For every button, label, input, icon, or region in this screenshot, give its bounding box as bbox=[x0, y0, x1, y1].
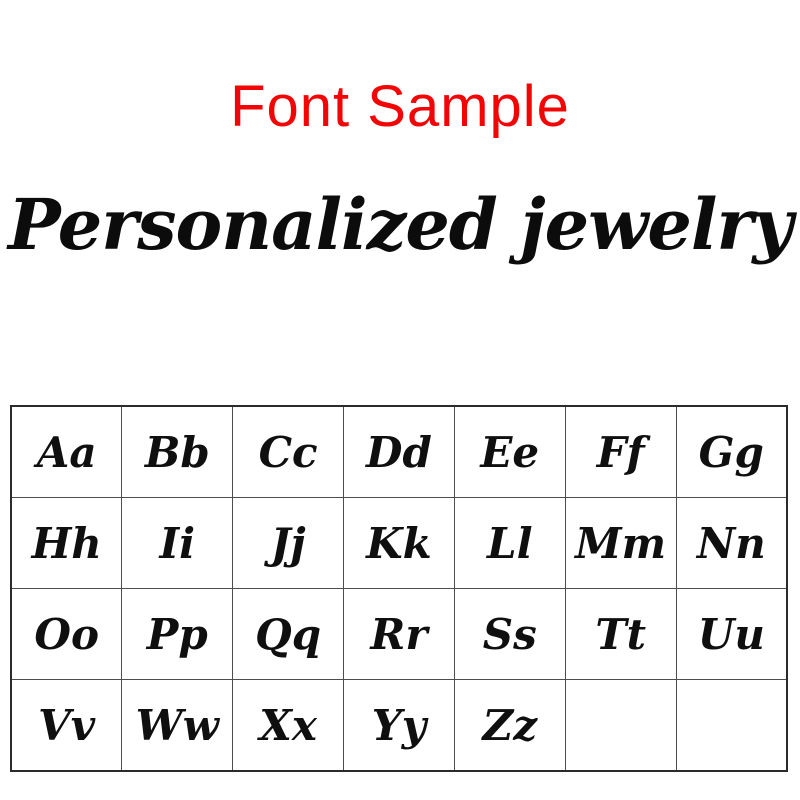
letter-cell: Aa bbox=[11, 406, 122, 498]
table-row bbox=[11, 406, 787, 498]
letter-cell: Bb bbox=[122, 406, 233, 498]
alphabet-table-body bbox=[11, 406, 787, 771]
letter-cell: Pp bbox=[122, 589, 233, 680]
letter-cell: Ww bbox=[122, 680, 233, 772]
letter-cell: Ii bbox=[122, 498, 233, 589]
letter-cell: Oo bbox=[11, 589, 122, 680]
letter-cell: Tt bbox=[565, 589, 676, 680]
table-row bbox=[11, 589, 787, 680]
letter-cell: Rr bbox=[344, 589, 455, 680]
table-row bbox=[11, 498, 787, 589]
letter-cell: Mm bbox=[565, 498, 676, 589]
letter-cell: Ll bbox=[454, 498, 565, 589]
letter-cell: Zz bbox=[454, 680, 565, 772]
letter-cell: Jj bbox=[233, 498, 344, 589]
letter-cell-empty bbox=[565, 680, 676, 772]
letter-cell: Qq bbox=[233, 589, 344, 680]
letter-cell: Vv bbox=[11, 680, 122, 772]
letter-cell: Kk bbox=[344, 498, 455, 589]
letter-cell: Nn bbox=[676, 498, 787, 589]
letter-cell: Ss bbox=[454, 589, 565, 680]
letter-cell: Cc bbox=[233, 406, 344, 498]
letter-cell-empty bbox=[676, 680, 787, 772]
letter-cell: Ee bbox=[454, 406, 565, 498]
letter-cell: Ff bbox=[565, 406, 676, 498]
letter-cell: Uu bbox=[676, 589, 787, 680]
alphabet-table bbox=[10, 405, 788, 772]
letter-cell: Hh bbox=[11, 498, 122, 589]
font-preview-text: Personalized jewelry bbox=[7, 183, 793, 266]
letter-cell: Gg bbox=[676, 406, 787, 498]
table-row bbox=[11, 680, 787, 772]
letter-cell: Xx bbox=[233, 680, 344, 772]
letter-cell: Dd bbox=[344, 406, 455, 498]
letter-cell: Yy bbox=[344, 680, 455, 772]
page-title: Font Sample bbox=[230, 74, 570, 139]
